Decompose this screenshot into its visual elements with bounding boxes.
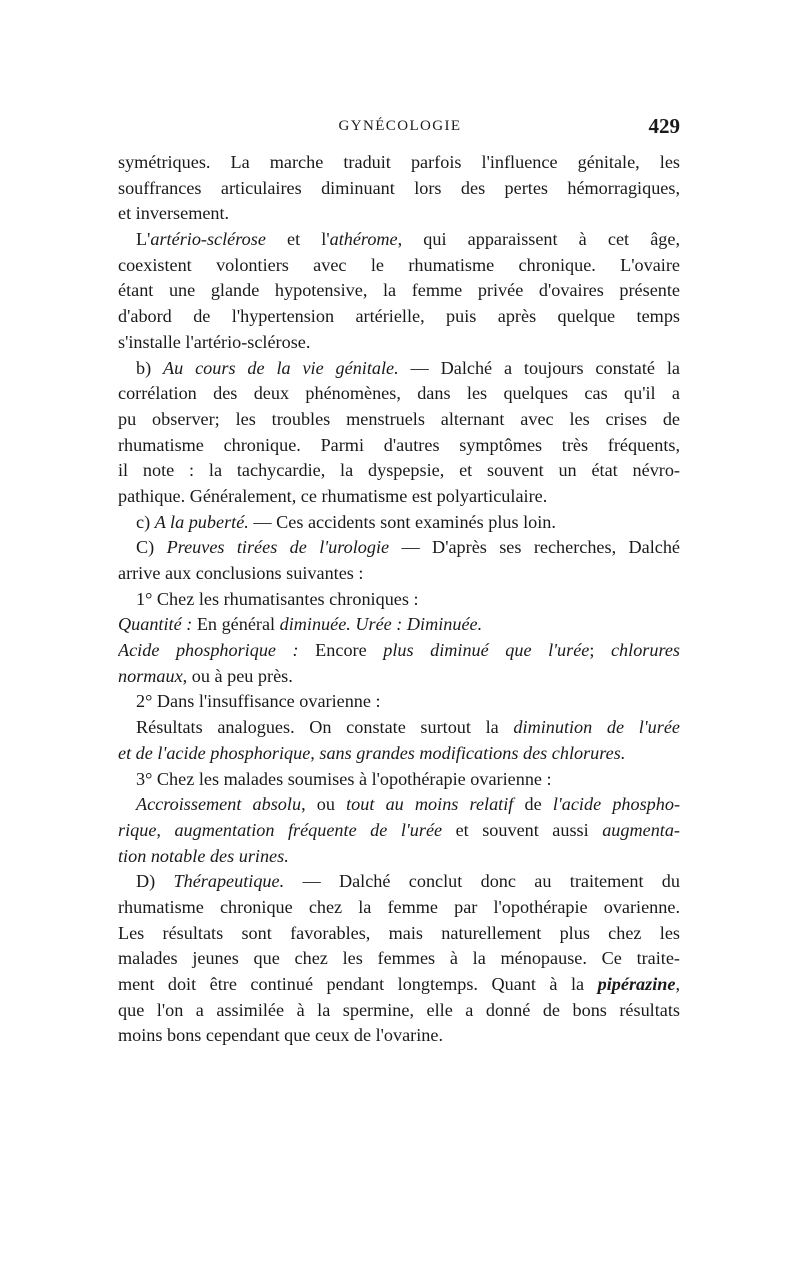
- text-line: [118, 201, 680, 227]
- running-title: GYNÉCOLOGIE: [338, 118, 462, 134]
- text-segment: et l': [265, 229, 330, 250]
- text-segment: — Ces accidents sont examinés plus loin.: [248, 511, 556, 532]
- text-line: [118, 612, 680, 638]
- text-line: [118, 587, 680, 613]
- text-segment: tion notable des urines.: [118, 845, 289, 866]
- text-segment: diminution de l'urée: [513, 717, 680, 738]
- text-segment: chlorures: [610, 640, 680, 661]
- page-number: 429: [648, 114, 680, 138]
- text-line: [118, 535, 680, 561]
- text-segment: athérome: [329, 229, 398, 250]
- text-segment: ;: [589, 640, 611, 661]
- text-segment: Les résultats sont favorables, mais naturellement plus chez les: [118, 922, 680, 943]
- text-segment: coexistent volontiers avec le rhumatisme chronique. L'ovaire: [118, 254, 680, 275]
- text-segment: malades jeunes que chez les femmes à la ménopause. Ce traite-: [118, 948, 680, 969]
- text-line: [118, 510, 680, 536]
- text-segment: Encore: [298, 640, 384, 661]
- text-segment: — Dalché conclut donc au traitement du: [284, 871, 680, 892]
- text-line: [118, 664, 680, 690]
- text-segment: arrive aux conclusions suivantes :: [118, 563, 364, 583]
- text-segment: 2° Dans l'insuffisance ovarienne :: [136, 691, 381, 712]
- text-line: [118, 946, 680, 972]
- text-line: [118, 741, 680, 767]
- text-line: [118, 638, 680, 664]
- text-line: [118, 895, 680, 921]
- text-segment: tout au moins relatif: [346, 794, 514, 815]
- text-segment: pu observer; les troubles menstruels alternant avec les crises de: [118, 408, 680, 429]
- text-segment: pathique. Généralement, ce rhumatisme est polyarticulaire.: [118, 485, 548, 506]
- text-segment: souffrances articulaires diminuant lors des pertes hémorragiques,: [118, 177, 680, 198]
- text-segment: normaux: [118, 665, 183, 686]
- text-line: [118, 433, 680, 459]
- text-segment: et souvent aussi: [442, 819, 603, 840]
- text-segment: s'installe l'artério-sclérose.: [118, 331, 311, 352]
- text-line: [118, 150, 680, 176]
- text-segment: 3° Chez les malades soumises à l'opothérapie ovarienne :: [136, 768, 552, 789]
- text-line: [118, 792, 680, 818]
- text-segment: moins bons cependant que ceux de l'ovarine.: [118, 1025, 443, 1046]
- text-line: [118, 921, 680, 947]
- text-segment: et de l'acide phosphorique, sans grandes modifications des chlorures.: [118, 742, 626, 763]
- text-segment: ,: [675, 974, 680, 994]
- text-segment: symétriques. La marche traduit parfois l'influence génitale, les: [118, 152, 680, 172]
- text-segment: que l'on a assimilée à la spermine, elle a donné de bons résultats: [118, 999, 680, 1020]
- text-segment: En général: [192, 614, 280, 635]
- text-segment: D): [136, 871, 174, 892]
- text-segment: — Dalché a toujours constaté la: [398, 357, 680, 378]
- text-line: [118, 972, 680, 998]
- text-line: [118, 381, 680, 407]
- text-segment: Thérapeutique.: [173, 871, 285, 892]
- text-segment: diminuée. Urée : Diminuée.: [279, 614, 483, 635]
- text-segment: Quantité :: [118, 614, 193, 635]
- text-segment: 1° Chez les rhumatisantes chroniques :: [136, 588, 419, 609]
- text-line: [118, 253, 680, 279]
- text-line: [118, 998, 680, 1024]
- body-text: [118, 150, 680, 1049]
- text-segment: de: [513, 794, 553, 815]
- text-segment: plus diminué que l'urée: [383, 640, 590, 661]
- text-segment: — D'après ses recherches, Dalché: [389, 537, 680, 558]
- text-line: [118, 689, 680, 715]
- text-segment: , ou: [301, 794, 347, 815]
- text-segment: c): [136, 511, 155, 532]
- text-line: [118, 407, 680, 433]
- text-segment: rhumatisme chronique. Parmi d'autres symptômes très fréquents,: [118, 434, 680, 455]
- text-line: [118, 330, 680, 356]
- text-segment: b): [136, 357, 164, 378]
- text-segment: L': [136, 229, 151, 250]
- text-segment: Acide phosphorique :: [118, 640, 299, 661]
- text-line: [118, 278, 680, 304]
- text-segment: Au cours de la vie génitale.: [163, 357, 399, 378]
- text-segment: , ou à peu près.: [182, 665, 293, 686]
- text-segment: corrélation des deux phénomènes, dans les quelques cas qu'il a: [118, 383, 680, 404]
- text-segment: rique, augmentation fréquente de l'urée: [118, 819, 443, 840]
- text-segment: il note : la tachycardie, la dyspepsie, et souvent un état névro-: [118, 460, 680, 481]
- text-segment: artério-sclérose: [150, 229, 266, 250]
- text-line: [118, 715, 680, 741]
- text-line: [118, 767, 680, 793]
- text-segment: C): [136, 537, 167, 558]
- text-line: [118, 844, 680, 870]
- text-line: [118, 304, 680, 330]
- text-segment: augmenta-: [602, 819, 680, 840]
- text-line: [118, 458, 680, 484]
- text-line: [118, 356, 680, 382]
- text-line: [118, 818, 680, 844]
- text-line: [118, 176, 680, 202]
- text-line: [118, 484, 680, 510]
- text-line: [118, 869, 680, 895]
- page-header: [120, 114, 680, 142]
- text-segment: pipérazine: [597, 974, 676, 994]
- text-segment: d'abord de l'hypertension artérielle, puis après quelque temps: [118, 306, 680, 327]
- text-segment: l'acide phospho-: [552, 794, 680, 815]
- text-line: [118, 561, 680, 587]
- text-segment: étant une glande hypotensive, la femme privée d'ovaires présente: [118, 280, 680, 301]
- text-line: [118, 1023, 680, 1049]
- text-segment: et inversement.: [118, 203, 230, 224]
- text-segment: Accroissement absolu: [136, 794, 302, 815]
- text-segment: Résultats analogues. On constate surtout la: [136, 717, 514, 738]
- text-segment: ment doit être continué pendant longtemps. Quant à la: [118, 974, 598, 994]
- text-segment: rhumatisme chronique chez la femme par l'opothérapie ovarienne.: [118, 896, 680, 917]
- text-segment: Preuves tirées de l'urologie: [166, 537, 390, 558]
- text-line: [118, 227, 680, 253]
- text-segment: A la puberté.: [154, 511, 249, 532]
- text-segment: , qui apparaissent à cet âge,: [397, 229, 680, 250]
